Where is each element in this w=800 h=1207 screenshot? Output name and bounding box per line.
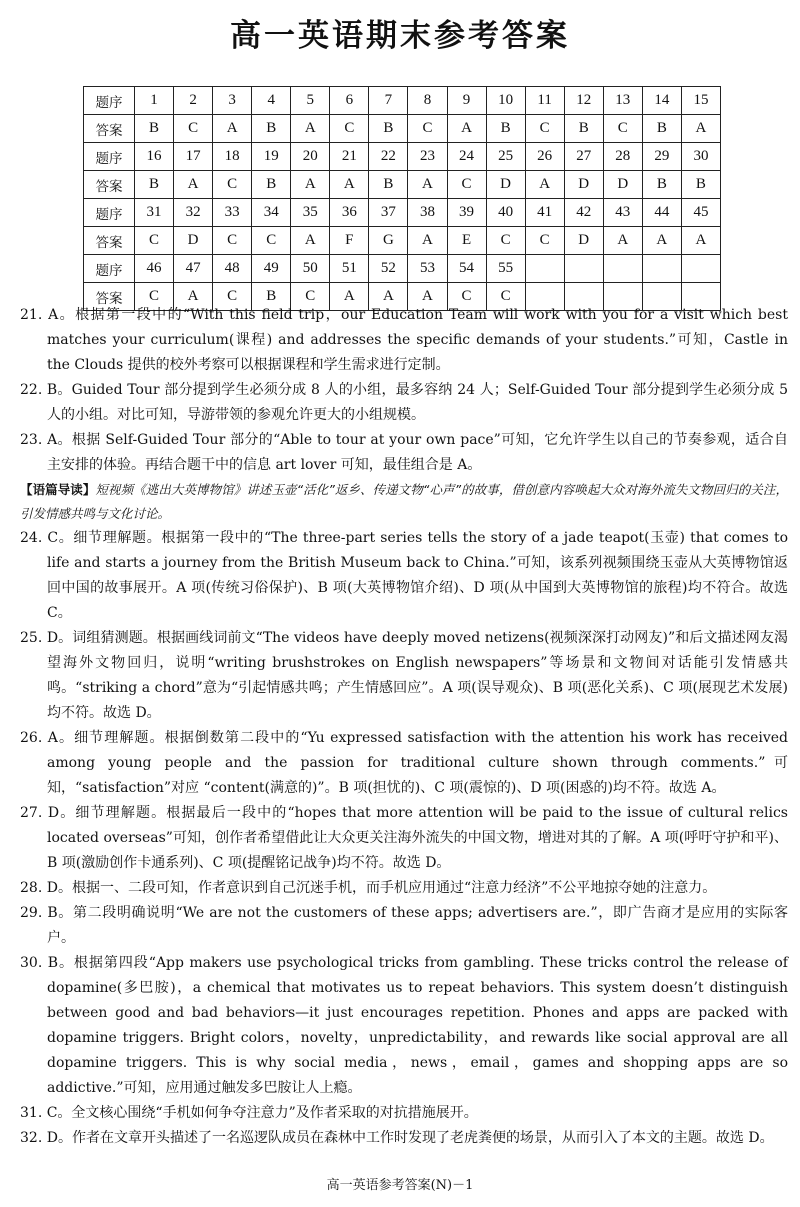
answer-table — [83, 86, 721, 311]
table-cell: 25 — [486, 143, 525, 171]
table-cell: C — [135, 283, 174, 311]
row-header: 答案 — [84, 283, 135, 311]
table-cell: 14 — [642, 87, 681, 115]
table-cell: B — [369, 171, 408, 199]
table-cell: 26 — [525, 143, 564, 171]
table-cell: 55 — [486, 255, 525, 283]
table-cell: B — [369, 115, 408, 143]
table-cell: 47 — [174, 255, 213, 283]
table-cell: 6 — [330, 87, 369, 115]
table-cell: C — [486, 227, 525, 255]
table-cell: 9 — [447, 87, 486, 115]
explanation-32: 32. D。作者在文章开头描述了一名巡逻队成员在森林中工作时发现了老虎粪便的场景，从而引入了本文的主题。故选 D。 — [20, 1130, 774, 1146]
table-cell: 22 — [369, 143, 408, 171]
row-header: 题序 — [84, 199, 135, 227]
explanation-29: 29. B。第二段明确说明“We are not the customers of these apps; advertisers are.”，即广告商才是应用的实际客户。 — [20, 905, 788, 946]
page-footer: 高一英语参考答案(N)－1 — [326, 1178, 474, 1193]
table-cell: C — [213, 283, 252, 311]
table-cell: C — [291, 283, 330, 311]
table-cell: 38 — [408, 199, 447, 227]
table-cell: 11 — [525, 87, 564, 115]
explanation-26: 26. A。细节理解题。根据倒数第二段中的“Yu expressed satisfaction with the attention his work has received among young people and the passion for traditional culture shown through comments.”可知，“satisfaction”对应 “content(满意的)”。B 项(担忧的)、C 项(震惊的)、D 项(困惑的)均不符。故选 A。 — [20, 730, 788, 796]
table-cell: D — [174, 227, 213, 255]
table-cell: 13 — [603, 87, 642, 115]
table-cell: C — [447, 171, 486, 199]
table-cell: 15 — [681, 87, 720, 115]
explanation-28: 28. D。根据一、二段可知，作者意识到自己沉迷手机，而手机应用通过“注意力经济”不公平地掠夺她的注意力。 — [20, 880, 717, 896]
table-cell: 2 — [174, 87, 213, 115]
table-cell: 43 — [603, 199, 642, 227]
table-cell: A — [174, 171, 213, 199]
table-cell: 34 — [252, 199, 291, 227]
table-cell: C — [330, 115, 369, 143]
table-cell: C — [525, 115, 564, 143]
row-header: 答案 — [84, 227, 135, 255]
table-cell: A — [447, 115, 486, 143]
table-cell: 40 — [486, 199, 525, 227]
table-cell: A — [681, 115, 720, 143]
table-cell: A — [369, 283, 408, 311]
explanation-31: 31. C。全文核心围绕“手机如何争夺注意力”及作者采取的对抗措施展开。 — [20, 1105, 478, 1121]
table-cell — [642, 255, 681, 283]
table-cell: 46 — [135, 255, 174, 283]
explanation-27: 27. D。细节理解题。根据最后一段中的“hopes that more attention will be paid to the issue of cultural relics located overseas”可知，创作者希望借此让大众更关注海外流失的中国文物，增进对其的了解。A 项(呼吁守护和平)、B 项(激励创作卡通系列)、C 项(提醒铭记战争)均不符。故选 D。 — [20, 805, 788, 871]
table-cell: A — [681, 227, 720, 255]
table-row — [84, 227, 721, 255]
explanation-24: 24. C。细节理解题。根据第一段中的“The three-part series tells the story of a jade teapot(玉壶) that comes to life and starts a journey from the British Museum back to China.”可知，该系列视频围绕玉壶从大英博物馆返回中国的故事展开。A 项(传统习俗保护)、B 项(大英博物馆介绍)、D 项(从中国到大英博物馆的旅程)均不符合。故选 C。 — [20, 530, 788, 621]
table-cell: B — [252, 171, 291, 199]
row-header: 题序 — [84, 143, 135, 171]
table-cell: 48 — [213, 255, 252, 283]
table-cell: 35 — [291, 199, 330, 227]
explanation-30: 30. B。根据第四段“App makers use psychological tricks from gambling. These tricks control the release of dopamine(多巴胺)，a chemical that motivates us to repeat behaviors. This system doesn’t distinguish between good and bad behaviors—it just encourages repetition. Phones and apps are packed with dopamine triggers. Bright colors，novelty，unpredictability，and rewards like social approval are all dopamine triggers. This is why social media，news，email，games and shopping apps are so addictive.”可知，应用通过触发多巴胺让人上瘾。 — [20, 955, 788, 1096]
table-cell: A — [408, 283, 447, 311]
table-cell: A — [408, 171, 447, 199]
table-cell: D — [603, 171, 642, 199]
table-cell: 3 — [213, 87, 252, 115]
table-cell: C — [213, 227, 252, 255]
table-cell: 7 — [369, 87, 408, 115]
table-cell: 27 — [564, 143, 603, 171]
table-cell: 17 — [174, 143, 213, 171]
table-cell: E — [447, 227, 486, 255]
table-cell: D — [486, 171, 525, 199]
table-cell: F — [330, 227, 369, 255]
table-cell: B — [486, 115, 525, 143]
explanation-23: 23. A。根据 Self-Guided Tour 部分的“Able to tour at your own pace”可知，它允许学生以自己的节奏参观，适合自主安排的体验。再结合题干中的信息 art lover 可知，最佳组合是 A。 — [20, 432, 788, 473]
table-cell — [603, 255, 642, 283]
table-cell: 33 — [213, 199, 252, 227]
table-cell: 29 — [642, 143, 681, 171]
explanation-22: 22. B。Guided Tour 部分提到学生必须分成 8 人的小组，最多容纳 24 人；Self-Guided Tour 部分提到学生必须分成 5 人的小组。对比可知，导游带领的参观允许更大的小组规模。 — [20, 382, 788, 423]
table-cell: B — [681, 171, 720, 199]
table-cell: A — [330, 283, 369, 311]
table-cell: 18 — [213, 143, 252, 171]
table-cell: 39 — [447, 199, 486, 227]
table-cell: 4 — [252, 87, 291, 115]
table-cell: 5 — [291, 87, 330, 115]
table-cell: 32 — [174, 199, 213, 227]
table-cell: B — [252, 283, 291, 311]
table-cell: 42 — [564, 199, 603, 227]
table-cell: D — [564, 171, 603, 199]
table-cell: 36 — [330, 199, 369, 227]
table-cell: 50 — [291, 255, 330, 283]
table-cell: C — [525, 227, 564, 255]
explanation-25: 25. D。词组猜测题。根据画线词前文“The videos have deeply moved netizens(视频深深打动网友)”和后文描述网友渴望海外文物回归，说明“writing brushstrokes on English newspapers”等场景和文物间对话能引发情感共鸣。“striking a chord”意为“引起情感共鸣；产生情感回应”。A 项(误导观众)、B 项(恶化关系)、C 项(展现艺术发展)均不符。故选 D。 — [20, 630, 788, 721]
table-cell: A — [642, 227, 681, 255]
table-cell: A — [525, 171, 564, 199]
guide-tag: 【语篇导读】 — [20, 482, 96, 497]
table-cell: C — [603, 115, 642, 143]
explanation-21: 21. A。根据第一段中的“With this field trip，our Education Team will work with you for a visit which best matches your curriculum(课程) and addresses the specific demands of your students.”可知，Castle in the Clouds 提供的校外考察可以根据课程和学生需求进行定制。 — [20, 307, 788, 373]
row-header: 题序 — [84, 255, 135, 283]
table-cell: 19 — [252, 143, 291, 171]
table-cell: 20 — [291, 143, 330, 171]
table-cell: A — [174, 283, 213, 311]
table-cell — [525, 255, 564, 283]
table-cell: 31 — [135, 199, 174, 227]
row-header: 答案 — [84, 115, 135, 143]
table-cell: A — [408, 227, 447, 255]
table-row — [84, 87, 721, 115]
table-cell: B — [642, 115, 681, 143]
table-cell: 30 — [681, 143, 720, 171]
table-cell: C — [252, 227, 291, 255]
table-cell: A — [291, 171, 330, 199]
table-cell: 37 — [369, 199, 408, 227]
table-row — [84, 143, 721, 171]
table-cell: 24 — [447, 143, 486, 171]
table-cell: B — [135, 115, 174, 143]
table-cell: A — [291, 227, 330, 255]
table-row — [84, 255, 721, 283]
table-cell: C — [408, 115, 447, 143]
table-cell: B — [642, 171, 681, 199]
table-cell: A — [330, 171, 369, 199]
table-cell: A — [603, 227, 642, 255]
passage-guide — [20, 478, 788, 526]
table-cell: 45 — [681, 199, 720, 227]
table-cell: 53 — [408, 255, 447, 283]
table-cell: 41 — [525, 199, 564, 227]
table-cell: 16 — [135, 143, 174, 171]
table-cell: 49 — [252, 255, 291, 283]
table-cell: C — [135, 227, 174, 255]
table-cell: 51 — [330, 255, 369, 283]
table-cell: 12 — [564, 87, 603, 115]
table-row — [84, 115, 721, 143]
table-cell: A — [291, 115, 330, 143]
table-cell: D — [564, 227, 603, 255]
table-cell: 52 — [369, 255, 408, 283]
table-cell — [681, 255, 720, 283]
table-cell: B — [564, 115, 603, 143]
row-header: 答案 — [84, 171, 135, 199]
table-row — [84, 171, 721, 199]
table-cell: 54 — [447, 255, 486, 283]
table-row — [84, 199, 721, 227]
table-cell: B — [135, 171, 174, 199]
table-cell: C — [447, 283, 486, 311]
page-title: 高一英语期末参考答案 — [230, 18, 570, 54]
guide-text: 短视频《逃出大英博物馆》讲述玉壶“活化”返乡、传递文物“心声”的故事，借创意内容唤起大众对海外流失文物回归的关注，引发情感共鸣与文化讨论。 — [20, 482, 788, 521]
table-cell — [564, 255, 603, 283]
table-cell: 23 — [408, 143, 447, 171]
explanations — [20, 303, 788, 1151]
table-cell: 10 — [486, 87, 525, 115]
row-header: 题序 — [84, 87, 135, 115]
table-cell: 1 — [135, 87, 174, 115]
table-cell: C — [213, 171, 252, 199]
table-cell: 28 — [603, 143, 642, 171]
table-cell: C — [486, 283, 525, 311]
table-cell: 21 — [330, 143, 369, 171]
table-cell: B — [252, 115, 291, 143]
table-cell: A — [213, 115, 252, 143]
table-cell: C — [174, 115, 213, 143]
table-cell: 44 — [642, 199, 681, 227]
table-cell: G — [369, 227, 408, 255]
table-cell: 8 — [408, 87, 447, 115]
